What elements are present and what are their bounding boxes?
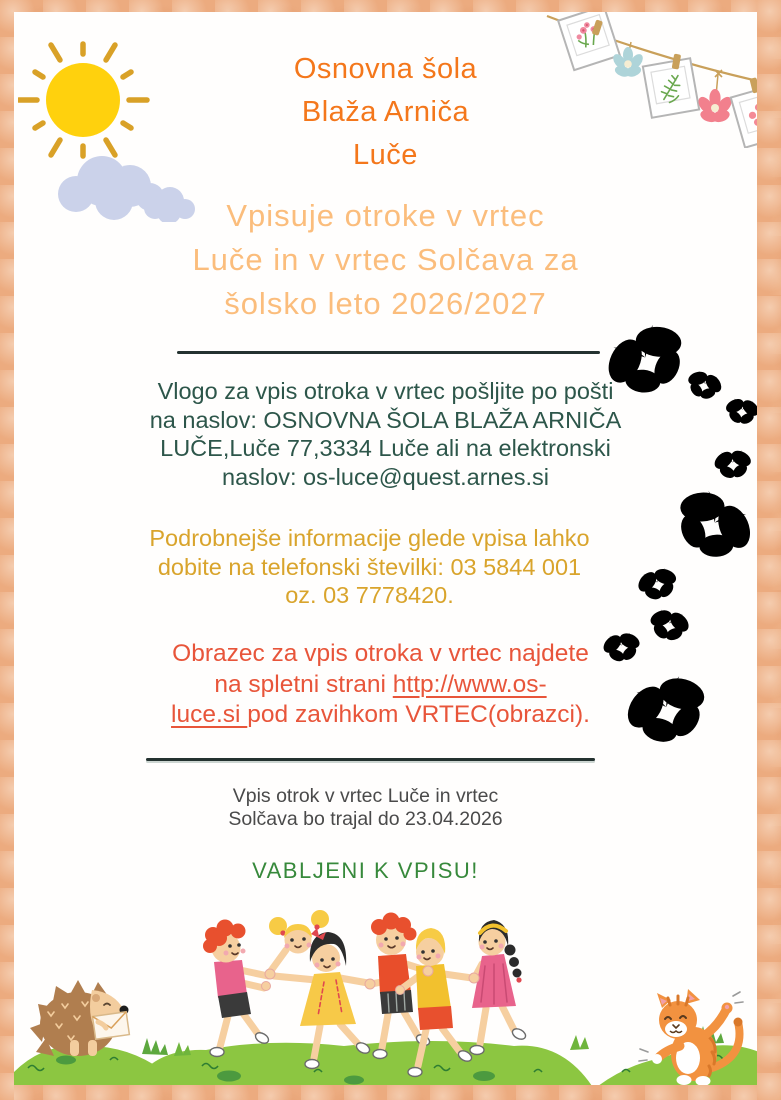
website-link[interactable]: http://www.os-: [392, 670, 547, 698]
poster-frame: [0, 0, 14, 1100]
phone-info-line: dobite na telefonski številki: 03 5844 001: [157, 553, 582, 580]
phone-info-line: oz. 03 7778420.: [285, 582, 454, 608]
bottom-scene-illustration: [14, 886, 759, 1086]
invitation-text: VABLJENI K VPISU!: [252, 858, 479, 883]
deadline-line: Vpis otrok v vrtec Luče in vrtec: [232, 785, 499, 807]
mail-info-line: na naslov: OSNOVNA ŠOLA BLAŽA ARNIČA: [149, 406, 622, 433]
school-title-line: Blaža Arniča: [301, 96, 470, 128]
form-info-line: [14, 670, 747, 701]
school-title-line: Luče: [353, 139, 418, 171]
headline-line: šolsko leto 2026/2027: [224, 286, 547, 321]
child-red-hair-pink-shirt: [203, 920, 270, 1057]
mail-info-line: LUČE,Luče 77,3334 Luče ali na elektronski: [160, 435, 611, 461]
headline-line: Vpisuje otroke v vrtec: [226, 198, 545, 233]
phone-info-paragraph: [14, 524, 725, 610]
school-title: [14, 48, 757, 177]
divider-bottom: [146, 758, 595, 761]
headline-line: Luče in v vrtec Solčava za: [192, 242, 579, 277]
form-info-text: pod zavihkom VRTEC(obrazci).: [247, 701, 590, 728]
form-info-line: Obrazec za vpis otroka v vrtec najdete: [172, 640, 589, 667]
mail-info-line: Vlogo za vpis otroka v vrtec pošljite po pošti: [157, 378, 614, 404]
poster-frame: [0, 1085, 781, 1100]
website-link[interactable]: luce.si: [171, 701, 248, 728]
child-black-hair-pink-dress: [470, 920, 527, 1055]
mail-info-paragraph: [14, 377, 757, 491]
poster-frame: [757, 0, 781, 1100]
envelope-icon: [92, 1012, 129, 1040]
phone-info-line: Podrobnejše informacije glede vpisa lahko: [149, 525, 590, 551]
form-info-text: na spletni strani: [214, 670, 393, 698]
divider-top: [177, 351, 600, 354]
form-info-line: [14, 700, 747, 731]
deadline-paragraph: [14, 785, 717, 830]
poster-frame: [0, 0, 781, 12]
mail-info-line: naslov: os-luce@quest.arnes.si: [222, 463, 549, 490]
school-title-line: Osnovna šola: [293, 53, 478, 85]
form-info-paragraph: [14, 639, 747, 731]
deadline-line: Solčava bo trajal do 23.04.2026: [228, 807, 503, 830]
enrollment-headline: [14, 194, 757, 326]
hedgehog-with-letter-illustration: [30, 980, 129, 1056]
